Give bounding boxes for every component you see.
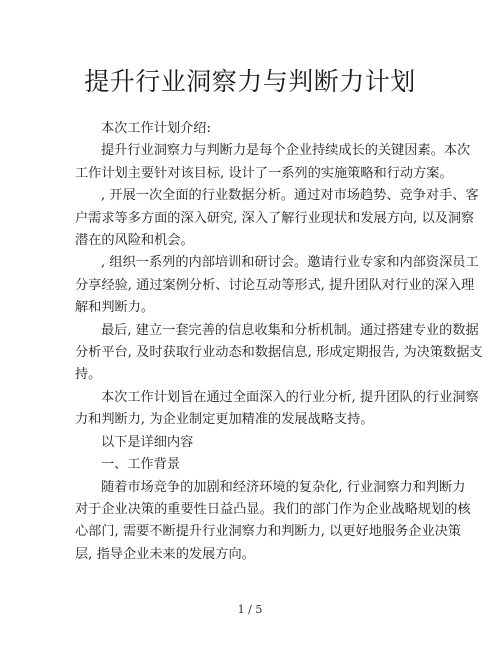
paragraph-line: 对于企业决策的重要性日益凸显。我们的部门作为企业战略规划的核	[75, 501, 471, 517]
paragraph-line: 层, 指导企业未来的发展方向。	[75, 546, 255, 562]
paragraph-line: 随着市场竞争的加剧和经济环境的复杂化, 行业洞察力和判断力	[101, 479, 466, 495]
paragraph-line: 分享经验, 通过案例分析、讨论互动等形式, 提升团队对行业的深入理	[75, 277, 475, 293]
paragraph-line: 本次工作计划旨在通过全面深入的行业分析, 提升团队的行业洞察	[101, 389, 479, 405]
paragraph-line: 工作计划主要针对该目标, 设计了一系列的实施策略和行动方案。	[75, 165, 453, 181]
paragraph	[75, 140, 471, 185]
paragraph-line: , 组织一系列的内部培训和研讨会。邀请行业专家和内部资深员工	[101, 255, 479, 271]
paragraph-line: 力和判断力, 为企业制定更加精准的发展战略支持。	[75, 412, 374, 428]
document-title: 提升行业洞察力与判断力计划	[84, 67, 416, 96]
paragraph	[75, 387, 479, 432]
document-body	[75, 118, 483, 566]
paragraph-line: 最后, 建立一套完善的信息收集和分析机制。通过搭建专业的数据	[101, 322, 479, 338]
paragraph-line: , 开展一次全面的行业数据分析。通过对市场趋势、竞争对手、客	[101, 188, 479, 204]
paragraph	[75, 320, 483, 387]
paragraph-line: 以下是详细内容	[101, 434, 194, 450]
paragraph	[75, 432, 427, 454]
paragraph-line: 持。	[75, 367, 102, 383]
paragraph	[75, 185, 479, 252]
paragraph-line: 本次工作计划介绍:	[101, 121, 211, 136]
paragraph-line: 解和判断力。	[75, 300, 155, 316]
paragraph-line: 一、工作背景	[101, 457, 181, 473]
paragraph-line: 户需求等多方面的深入研究, 深入了解行业现状和发展方向, 以及洞察	[75, 210, 475, 226]
paragraph	[75, 477, 471, 567]
paragraph	[75, 454, 427, 476]
paragraph-line: 分析平台, 及时获取行业动态和数据信息, 形成定期报告, 为决策数据支	[75, 345, 483, 361]
paragraph	[75, 118, 427, 140]
paragraph-line: 潜在的风险和机会。	[75, 233, 194, 249]
paragraph-line: 提升行业洞察力与判断力是每个企业持续成长的关键因素。本次	[101, 143, 471, 159]
paragraph-line: 心部门, 需要不断提升行业洞察力和判断力, 以更好地服务企业决策	[75, 524, 462, 540]
page-number: 1 / 5	[237, 603, 263, 616]
paragraph	[75, 252, 479, 319]
